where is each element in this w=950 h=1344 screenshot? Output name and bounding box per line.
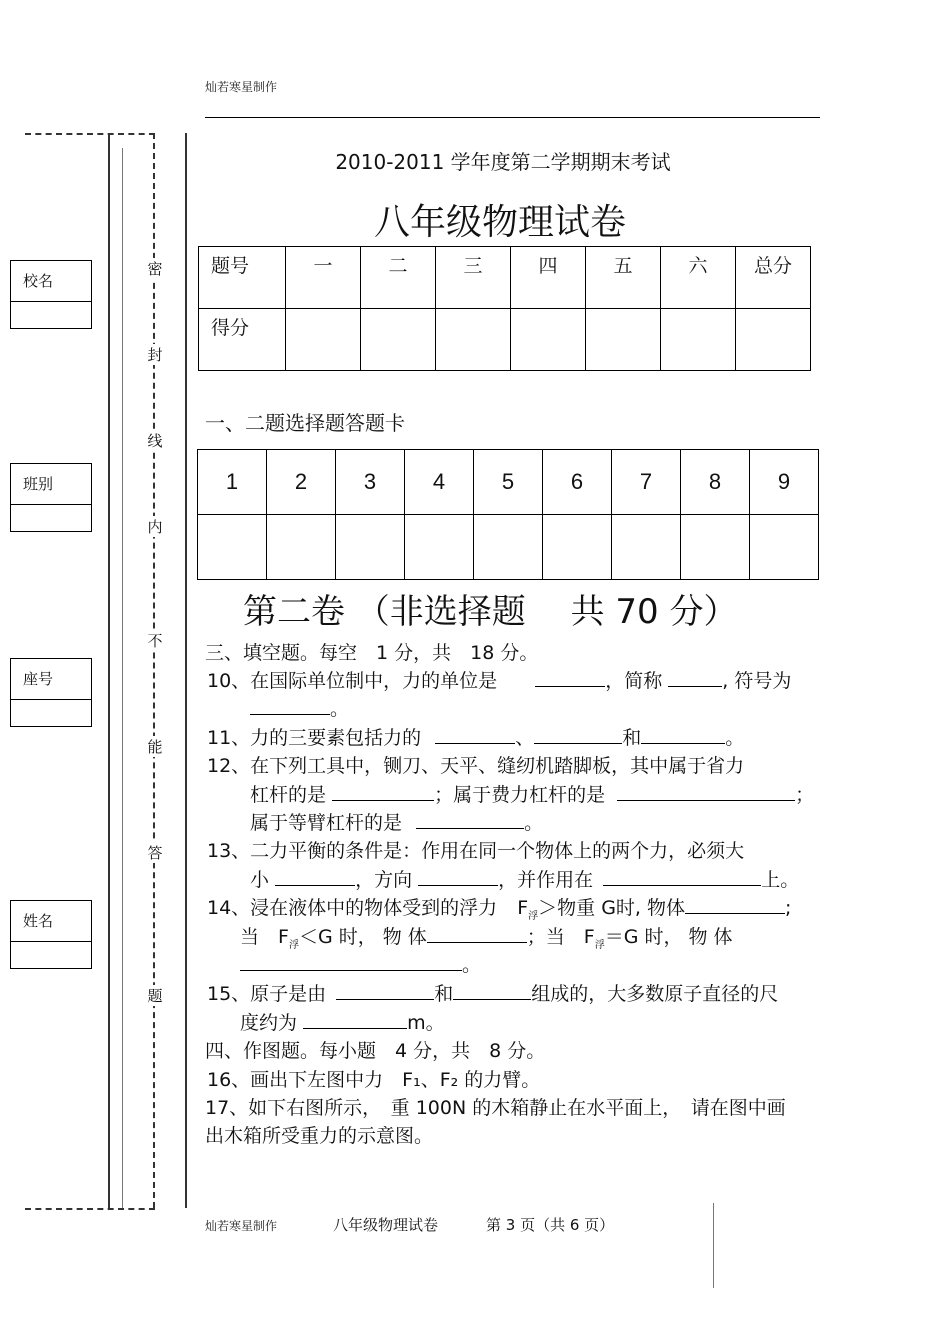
q14-text: 当 F (240, 926, 289, 948)
q12-blank-1[interactable] (332, 782, 434, 801)
name-box (10, 900, 92, 969)
q12-blank-3[interactable] (416, 810, 524, 829)
q10-text: , 符号为 (722, 670, 792, 692)
q15-text: 和 (434, 983, 454, 1005)
q13-blank-2[interactable] (418, 867, 498, 886)
q13-blank-1[interactable] (275, 867, 355, 886)
class-label: 班别 (11, 464, 91, 505)
question-12-cont (250, 780, 814, 807)
seat-field[interactable] (11, 700, 91, 726)
question-13-cont (250, 865, 799, 892)
score-header-cell: 总分 (736, 247, 811, 309)
q11-text: 和 (622, 727, 642, 749)
answer-number: 7 (612, 450, 681, 515)
answer-cell[interactable] (750, 515, 819, 580)
seal-char: 不 (145, 630, 165, 651)
score-header-cell: 六 (661, 247, 736, 309)
q14-sub: 浮 (288, 939, 299, 951)
answer-cell[interactable] (543, 515, 612, 580)
question-17: 17、如下右图所示， 重 100N 的木箱静止在水平面上， 请在图中画 (205, 1097, 786, 1119)
answer-cell[interactable] (474, 515, 543, 580)
score-header-cell: 四 (511, 247, 586, 309)
q14-end: 。 (462, 954, 482, 976)
answer-card-table (197, 449, 819, 580)
binding-bottom-dash (25, 1208, 155, 1210)
seal-char: 封 (145, 344, 165, 365)
q14-sub: 浮 (528, 910, 539, 922)
name-field[interactable] (11, 942, 91, 968)
q13-blank-3[interactable] (603, 867, 761, 886)
score-cell[interactable] (286, 309, 361, 371)
question-13: 13、二力平衡的条件是：作用在同一个物体上的两个力，必须大 (207, 840, 745, 862)
score-table (198, 246, 811, 371)
q14-text: 14、浸在液体中的物体受到的浮力 (207, 897, 498, 919)
q14-sub: 浮 (594, 939, 605, 951)
q15-blank-3[interactable] (303, 1010, 407, 1029)
seal-char: 能 (145, 736, 165, 757)
answer-number: 2 (267, 450, 336, 515)
answer-cell[interactable] (405, 515, 474, 580)
seal-char: 内 (145, 516, 165, 537)
school-box (10, 260, 92, 329)
answer-number: 8 (681, 450, 750, 515)
question-10 (207, 666, 791, 693)
q14-blank-2[interactable] (427, 924, 527, 943)
section3-heading: 三、填空题。每空 1 分，共 18 分。 (205, 642, 539, 664)
score-cell[interactable] (736, 309, 811, 371)
score-header-cell: 五 (586, 247, 661, 309)
answer-cell[interactable] (267, 515, 336, 580)
seat-box (10, 658, 92, 727)
question-14-cont (240, 922, 733, 951)
q15-blank-2[interactable] (453, 981, 531, 1000)
score-cell[interactable] (586, 309, 661, 371)
q14-text: ＜G 时， 物 体 (298, 926, 427, 948)
answer-number-row (198, 450, 819, 515)
score-cell[interactable] (361, 309, 436, 371)
q15-text: m。 (407, 1012, 445, 1034)
answer-cell[interactable] (612, 515, 681, 580)
q13-text: ，并作用在 (498, 869, 594, 891)
q14-text: ; (785, 897, 792, 919)
score-header-cell: 题号 (199, 247, 286, 309)
seal-char: 答 (145, 842, 165, 863)
q11-text: 11、力的三要素包括力的 (207, 727, 422, 749)
score-value-row (199, 309, 811, 371)
q11-blank-3[interactable] (641, 725, 725, 744)
class-field[interactable] (11, 505, 91, 531)
q12-text: 杠杆的是 (250, 784, 327, 806)
question-15 (207, 979, 778, 1006)
school-label: 校名 (11, 261, 91, 302)
question-12-cont2 (250, 808, 543, 835)
q14-blank-1[interactable] (685, 895, 785, 914)
school-field[interactable] (11, 302, 91, 328)
answer-number: 9 (750, 450, 819, 515)
class-box (10, 463, 92, 532)
q14-text: ；当 F (526, 926, 595, 948)
q10-blank-unit[interactable] (535, 668, 605, 687)
answer-cell[interactable] (336, 515, 405, 580)
q15-text: 度约为 (240, 1012, 298, 1034)
q11-end: 。 (725, 727, 745, 749)
q11-blank-1[interactable] (435, 725, 515, 744)
footer-maker: 灿若寒星制作 (205, 1219, 278, 1233)
q13-text: ，方向 (355, 869, 413, 891)
content-border-line (185, 133, 187, 1208)
q15-text: 组成的，大多数原子直径的尺 (531, 983, 779, 1005)
question-14-cont2 (240, 950, 481, 977)
q10-blank-symbol[interactable] (250, 696, 330, 715)
q10-text: ，简称 (605, 670, 663, 692)
q13-text: 上。 (761, 869, 800, 891)
score-header-cell: 一 (286, 247, 361, 309)
question-14 (207, 893, 791, 922)
q15-text: 15、原子是由 (207, 983, 327, 1005)
q12-text: ；属于费力杠杆的是 (434, 784, 606, 806)
score-row-label: 得分 (199, 309, 286, 371)
answer-number: 4 (405, 450, 474, 515)
q13-text: 小 (250, 869, 270, 891)
question-15-cont (240, 1008, 445, 1035)
score-cell[interactable] (661, 309, 736, 371)
q12-text: 属于等臂杠杆的是 (250, 812, 403, 834)
answer-cell[interactable] (681, 515, 750, 580)
exam-title: 2010-2011 学年度第二学期期末考试 (335, 150, 671, 174)
q14-text: ＝G 时， 物 体 (604, 926, 733, 948)
q11-blank-2[interactable] (534, 725, 622, 744)
header-rule (205, 117, 820, 118)
score-cell[interactable] (436, 309, 511, 371)
answer-cell[interactable] (198, 515, 267, 580)
q10-end: 。 (330, 698, 350, 720)
q12-text: ； (795, 784, 815, 806)
binding-line (108, 133, 110, 1208)
q10-text: 10、在国际单位制中，力的单位是 (207, 670, 498, 692)
footer-divider (713, 1203, 714, 1288)
seat-label: 座号 (11, 659, 91, 700)
footer-paper: 八年级物理试卷 (333, 1216, 439, 1234)
answer-number: 3 (336, 450, 405, 515)
seal-char: 题 (145, 985, 165, 1006)
footer-page: 第 3 页（共 6 页） (486, 1216, 615, 1234)
answer-number: 6 (543, 450, 612, 515)
score-cell[interactable] (511, 309, 586, 371)
section4-heading: 四、作图题。每小题 4 分，共 8 分。 (205, 1040, 546, 1062)
q14-blank-3[interactable] (240, 952, 462, 971)
q14-text: ＞物重 G时, 物体 (538, 897, 686, 919)
score-header-cell: 二 (361, 247, 436, 309)
part2-title: 第二卷 （非选择题 共 70 分） (243, 592, 738, 632)
score-header-row (199, 247, 811, 309)
answer-card-heading: 一、二题选择题答题卡 (205, 411, 405, 435)
seal-char: 线 (145, 430, 165, 451)
q10-blank-abbr[interactable] (668, 668, 722, 687)
question-16: 16、画出下左图中力 F₁、F₂ 的力臂。 (207, 1069, 541, 1091)
score-header-cell: 三 (436, 247, 511, 309)
question-17-cont: 出木箱所受重力的示意图。 (205, 1125, 434, 1147)
binding-top-dash (25, 133, 155, 135)
seal-char: 密 (145, 258, 165, 279)
question-11 (207, 723, 744, 750)
q14-force: F (517, 897, 529, 919)
answer-number: 5 (474, 450, 543, 515)
answer-number: 1 (198, 450, 267, 515)
q15-blank-1[interactable] (336, 981, 434, 1000)
question-12: 12、在下列工具中，铡刀、天平、缝纫机踏脚板，其中属于省力 (207, 755, 745, 777)
exam-subtitle: 八年级物理试卷 (373, 202, 626, 243)
header-maker: 灿若寒星制作 (205, 80, 278, 94)
answer-row (198, 515, 819, 580)
binding-inner-line (122, 148, 123, 1208)
question-10-cont (250, 694, 349, 721)
q12-end: 。 (524, 812, 544, 834)
seal-dash-line (153, 133, 155, 1208)
q12-blank-2[interactable] (617, 782, 795, 801)
name-label: 姓名 (11, 901, 91, 942)
q11-text: 、 (515, 727, 535, 749)
